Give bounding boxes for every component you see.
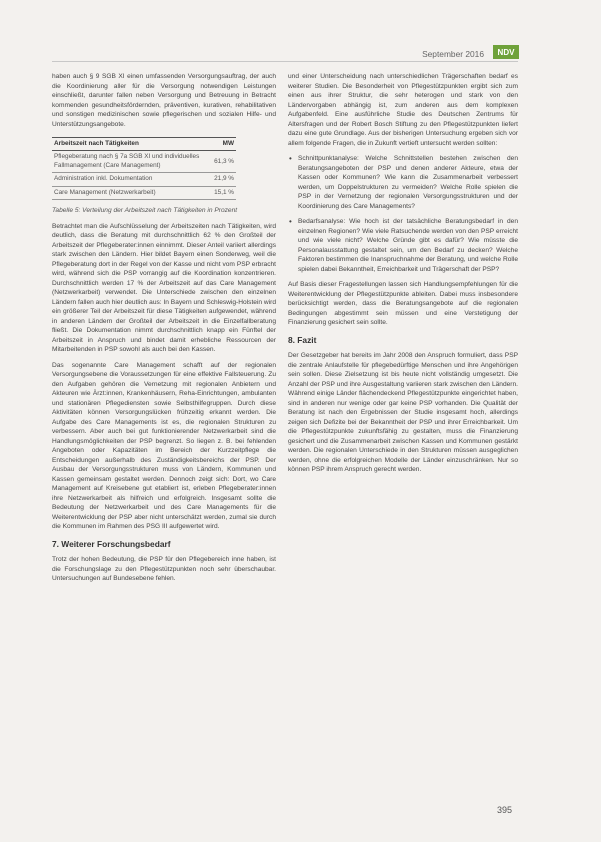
table-header-mw: MW [212, 138, 236, 151]
table-cell-value: 21,9 % [212, 173, 236, 186]
question-list [288, 154, 518, 274]
intro-paragraph: haben auch § 9 SGB XI einen umfassenden Versorgungsauftrag, der auch die Koordinierung aller für die Versorgung notwendigen Leistungen einschließt, darunter fallen neben Versorgung und Betreuung in Betracht kommenden gesundheitsfördernden, präventiven, kurativen, rehabilitativen und sonstigen medizinischen sowie pflegerischen und sozialen Hilfe- und Unterstützungsangebote. [52, 73, 276, 128]
table-cell-value: 15,1 % [212, 186, 236, 199]
worktime-table [52, 137, 236, 200]
body-paragraph: Der Gesetzgeber hat bereits im Jahr 2008 den Anspruch formuliert, dass PSP die zentrale Anlaufstelle für pflegebedürftige Menschen und ihre Angehörigen sein sollen. Diese Zielsetzung ist bis heute nicht vollständig umgesetzt. Die Anzahl der PSP und ihre Ausgestaltung variieren stark zwischen den Ländern. Während einige Länder flächendeckend Pflegestützpunkte eingerichtet haben, sind in anderen nur wenige oder gar keine PSP vorhanden. Die Qualität der Beratung ist nach den Ergebnissen der Studie insgesamt hoch, allerdings zeigen sich Defizite bei der Bekanntheit der PSP und ihrer Erreichbarkeit. Um die Pflegestützpunkte zukunftsfähig zu gestalten, muss die Finanzierung gesichert und die Zusammenarbeit zwischen Kassen und Kommunen gestärkt werden. Die regionalen Unterschiede in den Strukturen müssen ausgeglichen werden, ohne die erfolgreichen Modelle der Länder einzuschränken. Nur so können PSP ihrem Anspruch gerecht werden. [288, 352, 518, 473]
table-cell-label: Pflegeberatung nach § 7a SGB XI und individuelles Fallmanagement (Care Management) [52, 151, 212, 173]
page-number: 395 [497, 805, 513, 815]
journal-badge: NDV [493, 45, 519, 59]
header-rule [52, 61, 518, 62]
table-cell-label: Administration inkl. Dokumentation [52, 173, 212, 186]
section-heading-research: 7. Weiterer Forschungsbedarf [52, 538, 171, 549]
table-cell-value: 61,3 % [212, 151, 236, 173]
body-paragraph: Betrachtet man die Aufschlüsselung der Arbeitszeiten nach Tätigkeiten, wird deutlich, dass die Beratung mit durchschnittlich 62 % den Großteil der Arbeitszeit der Pflegeberater:innen einnimmt. Dieser Anteil variiert allerdings stark zwischen den Ländern. Hier bildet Bayern einen Sonderweg, weil die Pflegeberatung dort in der Regel von der Kasse und nicht vom PSP erbracht wird, während sich die PSP vorrangig auf die Koordination konzentrieren. Durchschnittlich werden 17 % der Arbeitszeit auf das Care Management (Netzwerkarbeit) verwendet. Die Unterschiede zwischen den einzelnen Ländern fallen auch hier deutlich aus: In Bayern und Schleswig-Holstein wird ein größerer Teil der Arbeitszeit für diese Tätigkeiten aufgewendet, während in anderen Ländern der Großteil der Arbeitszeit in die Einzelfallberatung fließt. Die Dokumentation nimmt durchschnittlich knapp ein Fünftel der Arbeitszeit in Anspruch und bindet damit erhebliche Ressourcen der Mitarbeitenden in PSP sowohl als auch bei den Kassen. [52, 222, 276, 354]
list-item: • Schnittpunktanalyse: Welche Schnittstellen bestehen zwischen den Beratungsangeboten der PSP und denen anderer Akteure, etwa der Kassen oder Kommunen? Wie kann die Zusammenarbeit verbessert werden, um Doppelstrukturen zu vermeiden? Welche Rolle spielen die PSP in der Vernetzung der regionalen Versorgungsstrukturen und der Koordinierung des Care Managements? [298, 154, 518, 211]
table-row [52, 186, 236, 199]
table-row [52, 151, 236, 173]
body-paragraph: Das sogenannte Care Management schafft auf der regionalen Versorgungsebene die Voraussetzungen für eine effektive Fallsteuerung. Zu den Aufgaben gehören die Vernetzung mit regionalen Anbietern und Akteuren wie Ärzt:innen, Krankenhäusern, Reha-Einrichtungen, ambulanten und stationären Pflegediensten sowie Selbsthilfegruppen. Durch diese Aktivitäten können Versorgungslücken frühzeitig erkannt werden. Die Aufgabe des Care Managements ist es, die regionalen Strukturen zu verbessern. Aber auch bei gut funktionierender Netzwerkarbeit sind die Handlungsmöglichkeiten der PSP begrenzt. So liegen z. B. bei fehlenden Angeboten oder Kapazitäten im Bereich der Kurzzeitpflege die Entscheidungen außerhalb des Zuständigkeitsbereichs der PSP. Der Ausbau der Versorgungsstrukturen muss von Ländern, Kommunen und Kassen gemeinsam gestaltet werden. Dennoch zeigt sich: Dort, wo Care Management auf Kreisebene gut etabliert ist, erleben Pflegeberater:innen ihre Netzwerkarbeit als hilfreich und erfolgreich. Insgesamt sollte die Bedeutung der Netzwerkarbeit und des Care Managements für die Weiterentwicklung der PSP aber nicht unterschätzt werden, zumal sie durch die Kommunen im Rahmen des PSG III aufgewertet wird. [52, 361, 276, 531]
table-caption: Tabelle 5: Verteilung der Arbeitszeit nach Tätigkeiten in Prozent [52, 207, 238, 215]
body-paragraph: und einer Unterscheidung nach unterschiedlichen Trägerschaften bedarf es weiterer Studien. Die Besonderheit von Pflegestützpunkten ergibt sich zum einen aus ihrer Struktur, die sehr heterogen und stark von den Ländervorgaben abhängig ist, zum anderen aus dem komplexen Aufgabenfeld. Eine ausführliche Studie des Deutschen Zentrums für Altersfragen und der Robert Bosch Stiftung zu den Pflegestützpunkten liefert dazu eine gute Grundlage. Aus der bisherigen Untersuchung ergeben sich vor allem folgende Fragen, die in Zukunft vertieft untersucht werden sollten: [288, 73, 518, 147]
section-heading-conclusion: 8. Fazit [288, 334, 317, 345]
table-cell-label: Care Management (Netzwerkarbeit) [52, 186, 212, 199]
header-date: September 2016 [422, 49, 484, 59]
body-paragraph: Auf Basis dieser Fragestellungen lassen sich Handlungsempfehlungen für die Weiterentwicklung der Pflegestützpunkte ableiten. Dabei muss insbesondere berücksichtigt werden, dass die Beratungsangebote auf die regionalen Bedingungen abgestimmt sein müssen und eine Verstetigung der Finanzierung gesichert sein sollte. [288, 281, 518, 326]
right-column [288, 72, 518, 481]
body-paragraph: Trotz der hohen Bedeutung, die PSP für den Pflegebereich inne haben, ist die Forschungslage zu den Pflegestützpunkten noch sehr überschaubar. Untersuchungen auf Bundesebene fehlen. [52, 556, 276, 583]
table-row [52, 173, 236, 186]
list-item: • Bedarfsanalyse: Wie hoch ist der tatsächliche Beratungsbedarf in den einzelnen Regionen? Wie viele Ratsuchende werden von den PSP erreicht und wie viele nicht? Welche Gründe gibt es dafür? Wie müsste die Personalausstattung gestaltet sein, um den Bedarf zu decken? Welche Faktoren bestimmen die Inanspruchnahme der Beratung, und welche Rolle spielen dabei Bekanntheit, Erreichbarkeit und Trägerschaft der PSP? [298, 217, 518, 274]
table-header-row [52, 138, 236, 151]
left-column [52, 72, 276, 590]
table-header-activity: Arbeitszeit nach Tätigkeiten [52, 138, 212, 151]
